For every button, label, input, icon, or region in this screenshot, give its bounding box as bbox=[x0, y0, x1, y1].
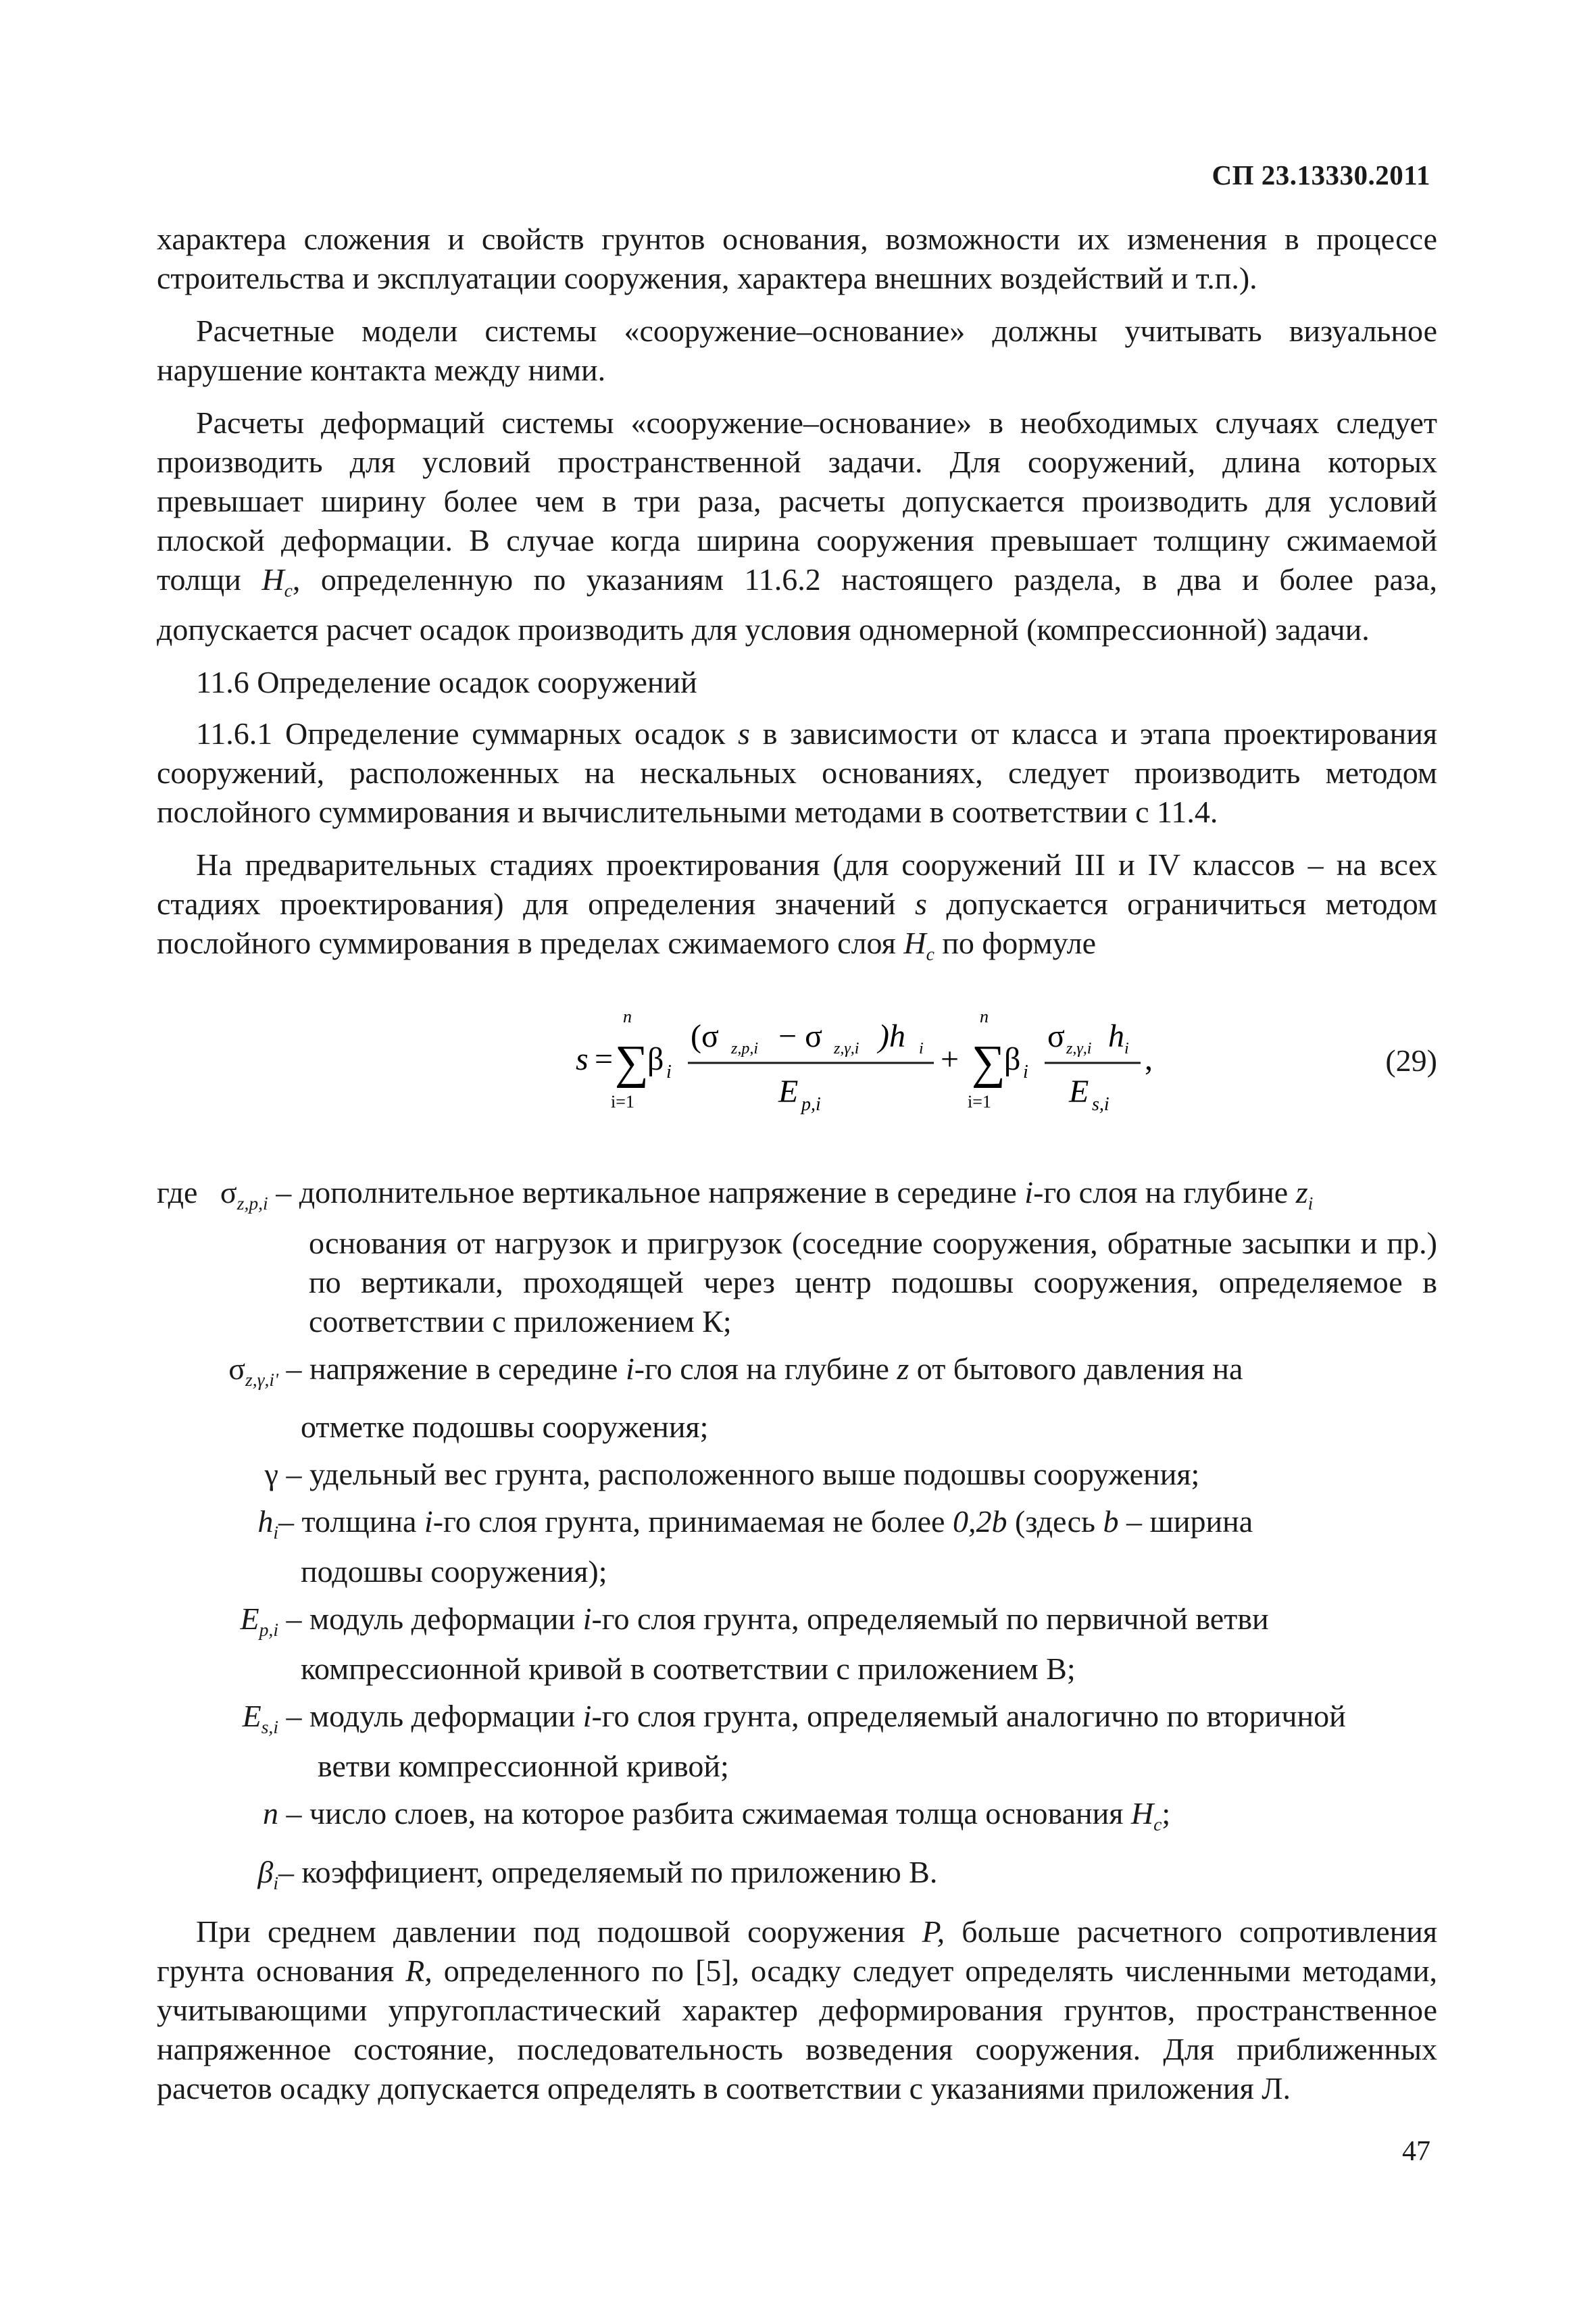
formula-den2-sub: s,i bbox=[1092, 1094, 1109, 1116]
legend-item: $E_{s,i}$ – модуль деформации i-го слоя грунта, определяемый аналогично по вторичной ветви компрессионной кривой; bbox=[242, 1699, 1346, 1784]
formula-29 bbox=[157, 989, 1437, 1141]
formula-num2-sub: z,γ,i bbox=[1066, 1040, 1092, 1058]
formula-den1: E bbox=[778, 1074, 799, 1110]
section-heading: 11.6 Определение осадок сооружений bbox=[196, 665, 697, 700]
formula-num1-h-sub: i bbox=[919, 1040, 924, 1058]
formula-beta1: β bbox=[647, 1041, 664, 1078]
formula-sum2-top: n bbox=[980, 1007, 989, 1027]
formula-equals: = bbox=[595, 1041, 614, 1078]
legend-item: n – число слоев, на которое разбита сжимаемая толща основания $H_c$; bbox=[263, 1796, 1171, 1835]
formula-den2: E bbox=[1069, 1074, 1089, 1110]
formula-num1-close: )h bbox=[878, 1018, 905, 1055]
formula-sum2-bottom: i=1 bbox=[968, 1092, 991, 1112]
symbol-legend bbox=[157, 1173, 1437, 1902]
formula-num1-minus: − σ bbox=[778, 1018, 822, 1055]
legend-item: $\beta_i-$ коэффициент, определяемый по приложению В. bbox=[257, 1854, 938, 1893]
legend-item: $\sigma_{z,\gamma,i'}$ – напряжение в середине i-го слоя на глубине z от бытового давления на отметке подошвы сооружения; bbox=[228, 1351, 1243, 1444]
formula-beta2-sub: i bbox=[1023, 1062, 1028, 1083]
formula-sum1-bottom: i=1 bbox=[611, 1092, 634, 1112]
formula-num2-h-sub: i bbox=[1124, 1040, 1129, 1058]
document-body bbox=[157, 220, 1437, 2108]
paragraph-preliminary-stages: На предварительных стадиях проектирования (для сооружений III и IV классов – на всех стадиях проектирования) для определения значений s допускается ограничиться методом послойного суммирования в пределах сжимаемого слоя $H_c$ по формуле bbox=[157, 847, 1438, 965]
formula-plus: + bbox=[941, 1041, 959, 1078]
paragraph-deformations: Расчеты деформаций системы «сооружение–основание» в необходимых случаях следует производить для условий пространственной задачи. Для сооружений, длина которых превышает ширину более чем в три раза, расчеты допускается производить для условий плоской деформации. В случае когда ширина сооружения превышает толщину сжимаемой толщи $H_c$, определенную по указаниям 11.6.2 настоящего раздела, в два и более раза, допускается расчет осадок производить для условия одномерной (компрессионной) задачи. bbox=[157, 405, 1437, 647]
formula-num1-open: (σ bbox=[691, 1018, 719, 1055]
formula-num1-sub-a: z,p,i bbox=[731, 1040, 759, 1058]
formula-number: (29) bbox=[1385, 1043, 1437, 1078]
formula-sum1-top: n bbox=[623, 1007, 632, 1027]
formula-num2-h: h bbox=[1108, 1018, 1124, 1055]
formula-lhs: s bbox=[576, 1041, 589, 1078]
paragraph-models: Расчетные модели системы «сооружение–основание» должны учитывать визуальное нарушение контакта между ними. bbox=[157, 314, 1437, 387]
sigma-sum-icon: ∑ bbox=[615, 1037, 649, 1089]
paragraph-11-6-1: 11.6.1 Определение суммарных осадок s в зависимости от класса и этапа проектирования сооружений, расположенных на нескальных основаниях, следует производить методом послойного суммирования и вычислительными методами в соответствии с 11.4. bbox=[157, 716, 1438, 830]
legend-item: $E_{p,i}$ – модуль деформации i-го слоя грунта, определяемый по первичной ветви компрессионной кривой в соответствии с приложением В; bbox=[240, 1601, 1269, 1687]
page-number: 47 bbox=[1402, 2136, 1430, 2167]
formula-comma: , bbox=[1145, 1041, 1153, 1078]
formula-beta2: β bbox=[1004, 1041, 1021, 1078]
formula-svg bbox=[157, 989, 1437, 1141]
legend-item: $h_i-$ толщина i-го слоя грунта, принимаемая не более 0,2b (здесь b – ширина подошвы сооружения); bbox=[257, 1503, 1253, 1589]
formula-num1-sub-b: z,γ,i bbox=[834, 1040, 859, 1058]
legend-item: γ – удельный вес грунта, расположенного выше подошвы сооружения; bbox=[264, 1456, 1200, 1491]
formula-den1-sub: p,i bbox=[801, 1094, 821, 1116]
paragraph-closing: При среднем давлении под подошвой сооружения P, больше расчетного сопротивления грунта основания R, определенного по [5], осадку следует определять численными методами, учитывающими упругопластический характер деформирования грунтов, пространственное напряженное состояние, последовательность возведения сооружения. Для приближенных расчетов осадку допускается определять в соответствии с указаниями приложения Л. bbox=[157, 1914, 1438, 2106]
formula-beta1-sub: i bbox=[666, 1062, 672, 1083]
legend-item: где $\sigma_{z,p,i}$ – дополнительное вертикальное напряжение в середине i-го слоя на глубине $z_i$ основания от нагрузок и пригрузок (соседние сооружения, обратные засыпки и пр.) по вертикали, проходящей через центр подошвы сооружения, определяемое в соответствии с приложением К; bbox=[157, 1175, 1437, 1339]
document-code-header: СП 23.13330.2011 bbox=[1212, 159, 1430, 191]
paragraph-continuation: характера сложения и свойств грунтов основания, возможности их изменения в процессе строительства и эксплуатации сооружения, характера внешних воздействий и т.п.). bbox=[157, 222, 1437, 295]
sigma-sum-icon: ∑ bbox=[972, 1037, 1005, 1089]
formula-num2: σ bbox=[1047, 1018, 1065, 1055]
